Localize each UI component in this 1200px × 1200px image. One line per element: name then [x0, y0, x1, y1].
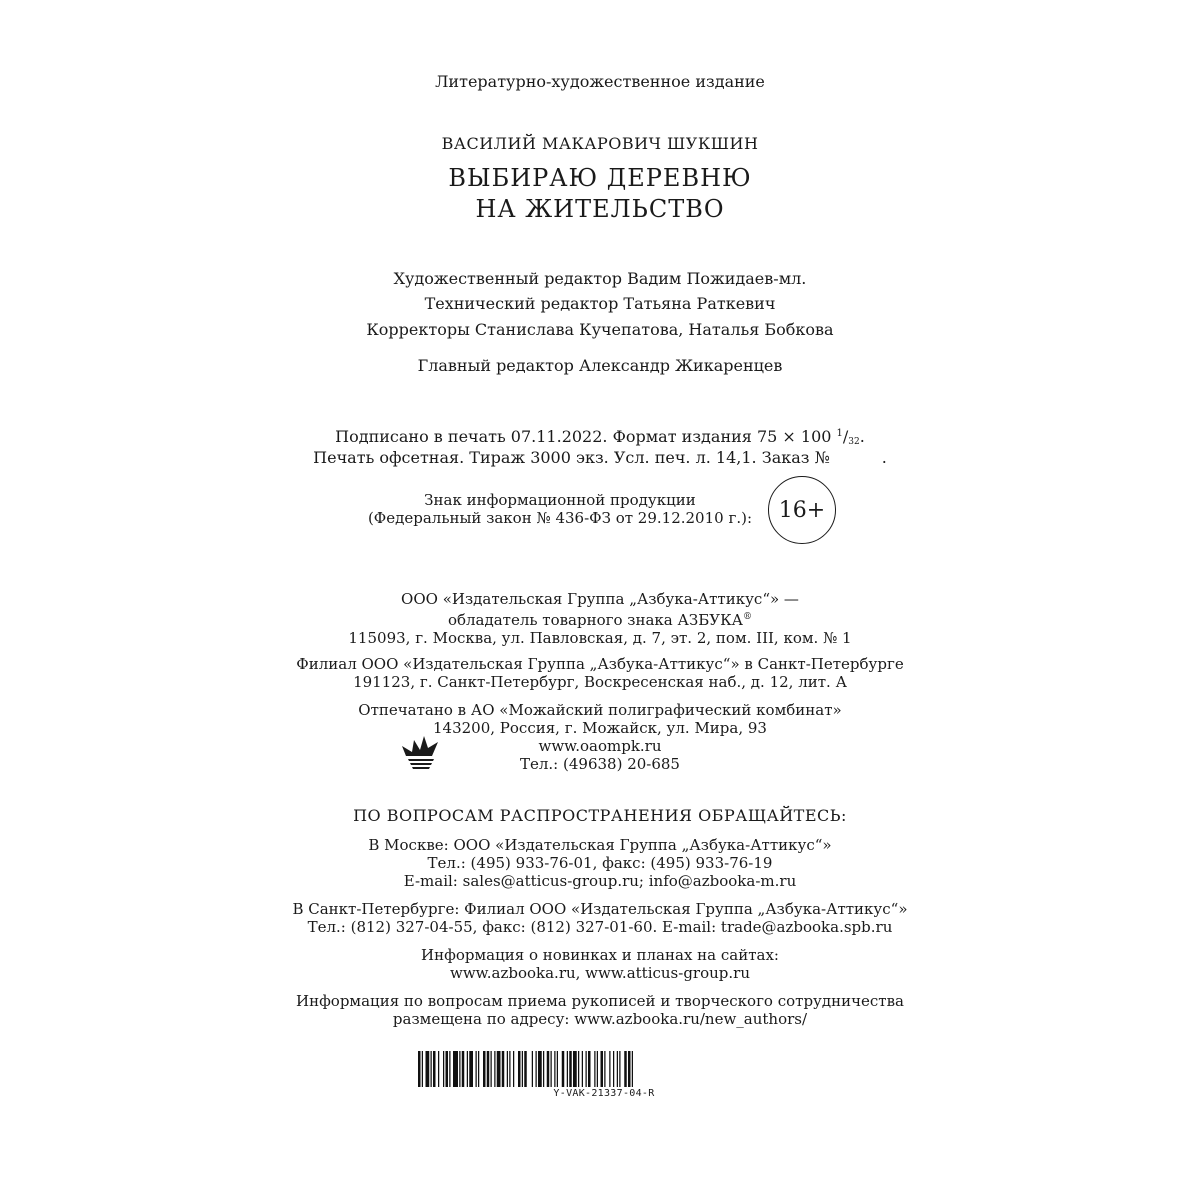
printer-phone: Тел.: (49638) 20-685	[520, 755, 680, 773]
publisher-line1: ООО «Издательская Группа „Азбука-Аттикус“» —	[401, 590, 799, 608]
barcode	[418, 1051, 790, 1087]
distribution-heading: ПО ВОПРОСАМ РАСПРОСТРАНЕНИЯ ОБРАЩАЙТЕСЬ:	[353, 806, 847, 825]
print-info-line2	[0, 448, 1200, 467]
art-editor: Художественный редактор Вадим Пожидаев-мл.	[393, 269, 807, 288]
news-block	[0, 946, 1200, 982]
azbuka-crown-logo-icon	[400, 730, 440, 770]
book-title-line1: ВЫБИРАЮ ДЕРЕВНЮ	[448, 164, 752, 192]
print-info-line2-text: Печать офсетная. Тираж 3000 экз. Усл. печ. л. 14,1. Заказ №	[313, 448, 830, 467]
publisher-line2-text: обладатель товарного знака АЗБУКА	[447, 611, 744, 629]
manuscripts-line2: размещена по адресу: www.azbooka.ru/new_authors/	[392, 1010, 808, 1028]
printer-line2: 143200, Россия, г. Можайск, ул. Мира, 93	[433, 719, 767, 737]
publisher-line2	[0, 608, 1200, 629]
format-fraction-numerator: 1	[836, 428, 843, 439]
publisher-block	[0, 590, 1200, 647]
moscow-email: E-mail: sales@atticus-group.ru; info@azbooka-m.ru	[403, 872, 797, 890]
age-rating-label	[368, 491, 752, 527]
manuscripts-line1: Информация по вопросам приема рукописей и творческого сотрудничества	[295, 992, 904, 1010]
correctors: Корректоры Станислава Кучепатова, Наталья Бобкова	[366, 320, 834, 339]
spb-block	[0, 900, 1200, 936]
author-name: ВАСИЛИЙ МАКАРОВИЧ ШУКШИН	[441, 134, 759, 153]
age-rating-label-line1: Знак информационной продукции	[424, 491, 696, 509]
spb-contacts: Тел.: (812) 327-04-55, факс: (812) 327-01-60. E-mail: trade@azbooka.spb.ru	[307, 918, 893, 936]
age-rating-badge	[768, 476, 836, 544]
tech-editor: Технический редактор Татьяна Раткевич	[424, 294, 776, 313]
spb-line1: В Санкт-Петербурге: Филиал ООО «Издательская Группа „Азбука-Аттикус“»	[292, 900, 908, 918]
news-line1: Информация о новинках и планах на сайтах:	[421, 946, 779, 964]
barcode-number: Y-VAK-21337-04-R	[553, 1088, 655, 1099]
print-info-main: Подписано в печать 07.11.2022. Формат издания 75 × 100	[335, 427, 832, 446]
manuscripts-block	[0, 992, 1200, 1028]
trademark-mark: ®	[743, 612, 753, 622]
printer-website: www.oaompk.ru	[538, 737, 662, 755]
format-fraction-slash: /	[842, 427, 849, 446]
edition-type: Литературно-художественное издание	[435, 72, 765, 91]
age-rating-label-line2: (Федеральный закон № 436-ФЗ от 29.12.2010 г.):	[367, 509, 752, 527]
branch-line1: Филиал ООО «Издательская Группа „Азбука-Аттикус“» в Санкт-Петербурге	[296, 655, 904, 673]
branch-block	[0, 655, 1200, 691]
news-websites: www.azbooka.ru, www.atticus-group.ru	[450, 964, 750, 982]
print-info-line2-end: .	[881, 448, 887, 467]
age-rating-value: 16+	[778, 497, 826, 523]
printer-line1: Отпечатано в АО «Можайский полиграфический комбинат»	[358, 701, 842, 719]
format-fraction-denominator: 32	[848, 437, 860, 447]
moscow-phones: Тел.: (495) 933-76-01, факс: (495) 933-76-19	[427, 854, 773, 872]
chief-editor: Главный редактор Александр Жикаренцев	[417, 356, 783, 375]
print-info-line1	[0, 427, 1200, 447]
book-title-line2: НА ЖИТЕЛЬСТВО	[475, 195, 725, 223]
publisher-line3: 115093, г. Москва, ул. Павловская, д. 7, эт. 2, пом. III, ком. № 1	[348, 629, 852, 647]
print-info-line1-end: .	[859, 427, 865, 446]
branch-line2: 191123, г. Санкт-Петербург, Воскресенская наб., д. 12, лит. А	[353, 673, 847, 691]
moscow-block	[0, 836, 1200, 890]
moscow-line1: В Москве: ООО «Издательская Группа „Азбука-Аттикус“»	[368, 836, 832, 854]
printer-block	[0, 701, 1200, 773]
